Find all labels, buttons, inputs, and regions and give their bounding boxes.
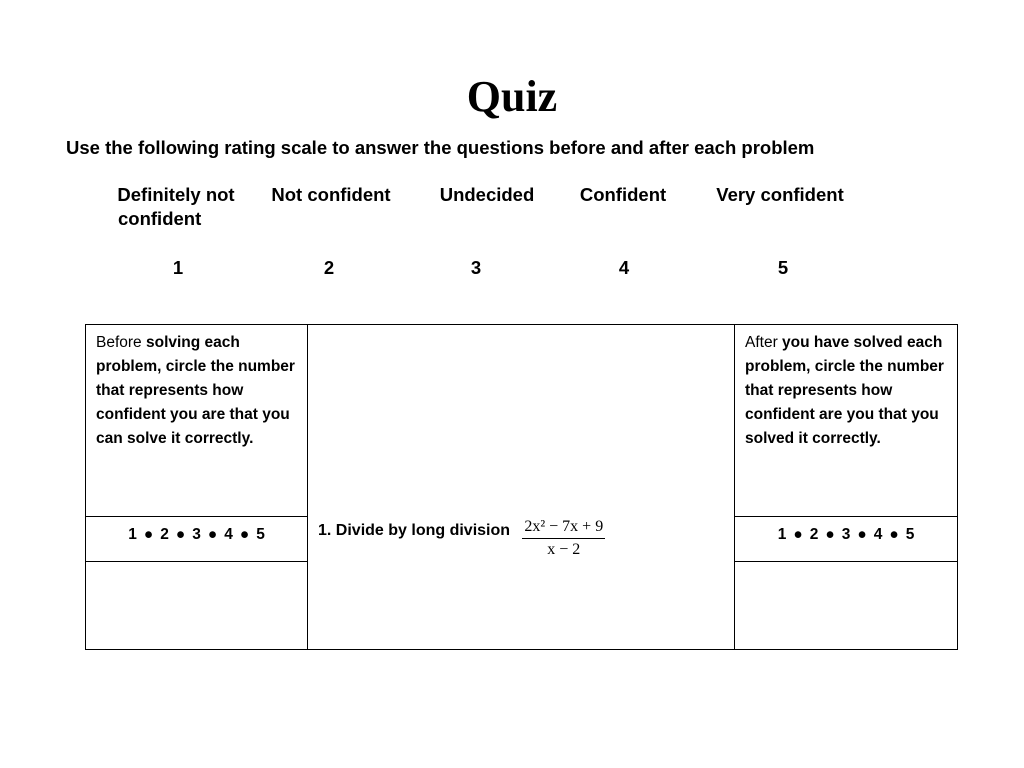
scale-label-1: [104, 183, 248, 231]
scale-number-5: 5: [777, 257, 789, 278]
rating-separator: ●: [825, 526, 835, 543]
problem-cell: [308, 325, 735, 650]
before-rating-5[interactable]: 5: [256, 526, 265, 543]
rating-separator: ●: [207, 526, 218, 543]
scale-number-2: 2: [323, 257, 335, 278]
rating-separator: ●: [857, 526, 867, 543]
rating-separator: ●: [175, 526, 186, 543]
scale-label-1-line2: confident: [118, 208, 202, 229]
after-rating-5[interactable]: 5: [905, 526, 915, 543]
after-answer-cell: [735, 562, 958, 650]
scale-label-1-line1: Definitely not: [117, 184, 235, 205]
quiz-table: [85, 324, 958, 650]
scale-label-2: Not confident: [271, 184, 391, 205]
scale-label-5: Very confident: [716, 184, 844, 205]
before-instructions-text: solving each problem, circle the number that represents how confident you are that you can solve it correctly.: [96, 334, 295, 447]
before-instructions-cell: [86, 325, 308, 517]
before-rating-1[interactable]: 1: [128, 526, 137, 543]
scale-number-1: 1: [172, 257, 184, 278]
after-rating-1[interactable]: 1: [777, 526, 787, 543]
before-rating-3[interactable]: 3: [192, 526, 201, 543]
rating-separator: ●: [239, 526, 250, 543]
problem-text: 1. Divide by long division: [318, 522, 511, 539]
before-answer-cell: [86, 562, 308, 650]
problem-expression: [522, 517, 605, 560]
scale-label-3: Undecided: [439, 184, 535, 205]
after-rating-2[interactable]: 2: [809, 526, 819, 543]
after-lead-text: After: [745, 334, 778, 351]
after-rating-3[interactable]: 3: [841, 526, 851, 543]
scale-number-3: 3: [470, 257, 482, 278]
before-lead-text: Before: [96, 334, 142, 351]
after-instructions-cell: [735, 325, 958, 517]
scale-label-4: Confident: [579, 184, 667, 205]
instructions-text: Use the following rating scale to answer the questions before and after each problem: [66, 137, 815, 158]
rating-separator: ●: [143, 526, 154, 543]
scale-number-4: 4: [618, 257, 630, 278]
rating-separator: ●: [793, 526, 803, 543]
after-instructions-text: you have solved each problem, circle the number that represents how confident are you that you solved it correctly.: [745, 334, 944, 447]
before-rating-scale: [86, 517, 308, 562]
page-title: Quiz: [466, 72, 558, 121]
fraction-numerator: 2x² − 7x + 9: [522, 517, 605, 539]
rating-separator: ●: [889, 526, 899, 543]
after-rating-scale: [735, 517, 958, 562]
before-rating-2[interactable]: 2: [160, 526, 169, 543]
fraction-denominator: x − 2: [547, 541, 581, 558]
before-rating-4[interactable]: 4: [224, 526, 233, 543]
after-rating-4[interactable]: 4: [873, 526, 883, 543]
